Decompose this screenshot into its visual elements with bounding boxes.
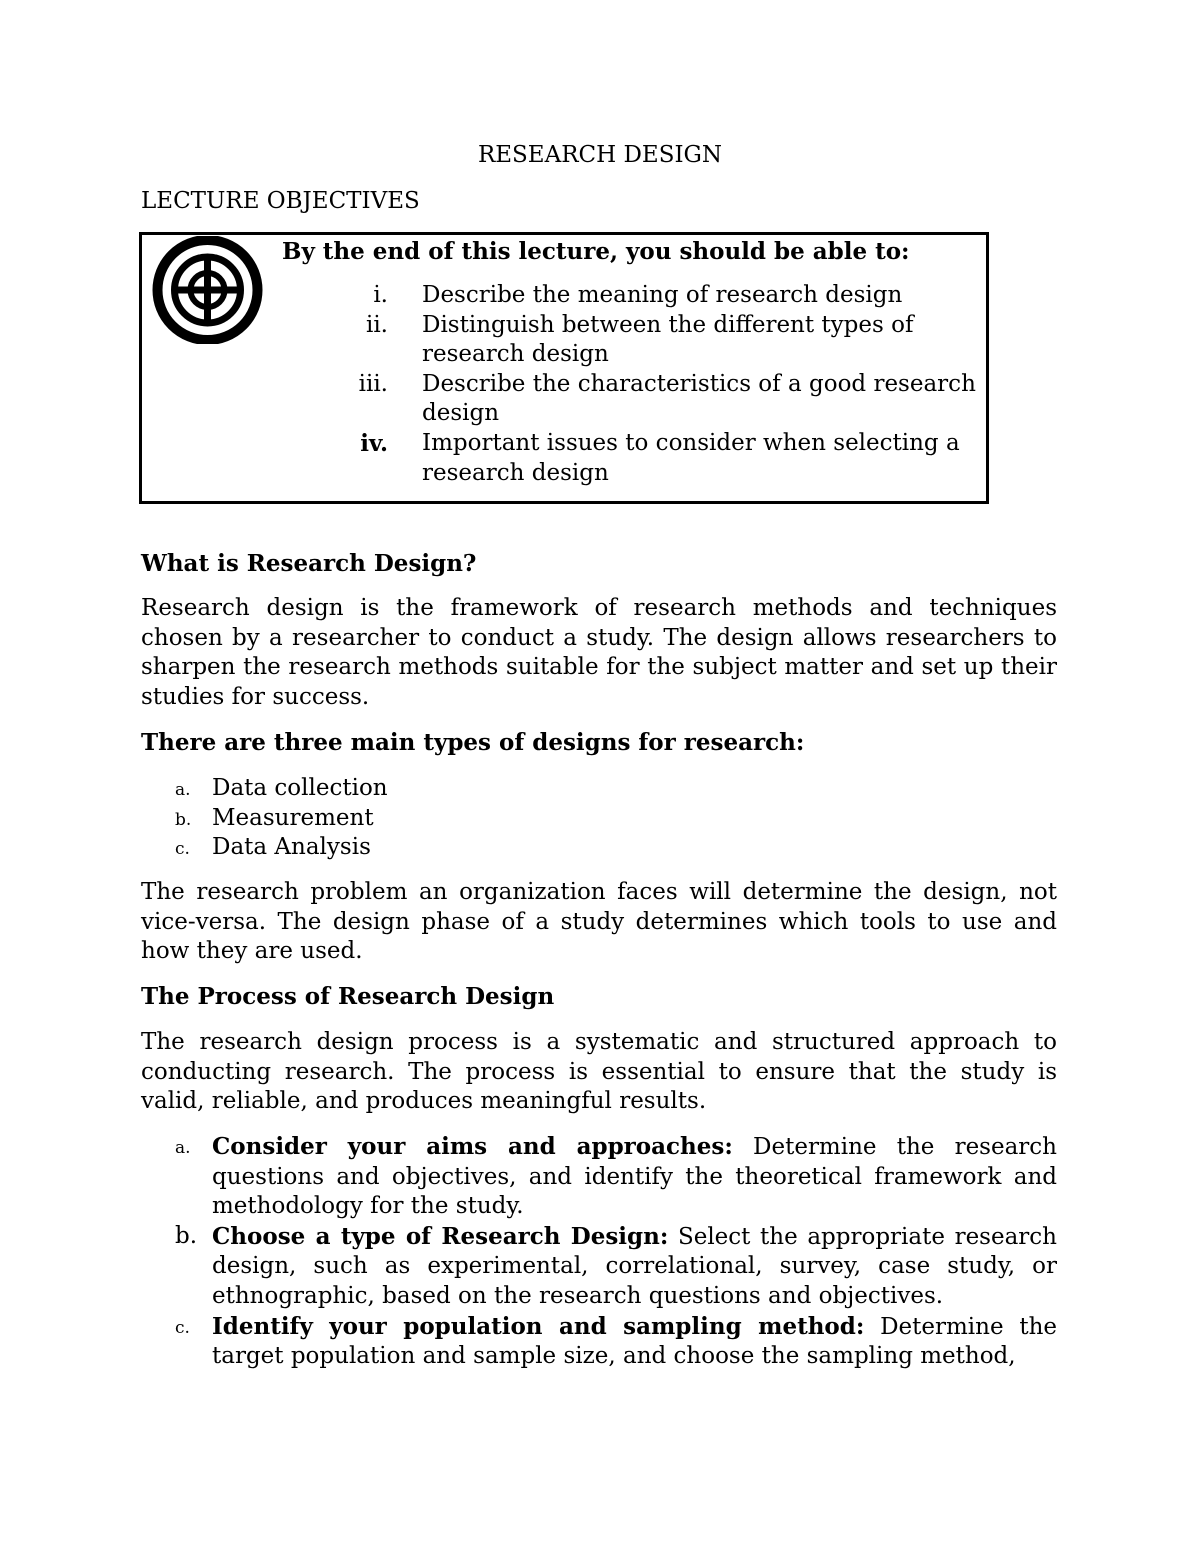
objective-item	[282, 370, 982, 429]
objective-number: iii.	[358, 370, 388, 397]
objective-number: ii.	[365, 311, 388, 338]
objective-item	[282, 429, 982, 488]
list-item	[141, 833, 1057, 863]
section-heading-what: What is Research Design?	[141, 550, 477, 577]
process-steps-list	[141, 1132, 1057, 1372]
target-icon	[152, 236, 263, 344]
step-label: Identify your population and sampling method:	[212, 1312, 865, 1340]
objective-item	[282, 281, 982, 311]
objective-number: iv.	[360, 429, 388, 457]
list-item-text: Measurement	[212, 804, 374, 831]
list-marker: a.	[175, 1138, 191, 1158]
objective-text: Important issues to consider when selecting a research design	[422, 429, 960, 486]
list-marker: b.	[175, 809, 192, 830]
paragraph-what: Research design is the framework of research methods and techniques chosen by a researcher to conduct a study. The design allows researchers to sharpen the research methods suitable for the subject matter and set up their studies for success.	[141, 595, 1057, 710]
step-label: Consider your aims and approaches:	[212, 1133, 733, 1160]
document-title: RESEARCH DESIGN	[477, 142, 723, 168]
section-heading-process: The Process of Research Design	[141, 983, 555, 1010]
process-step	[141, 1132, 1057, 1222]
list-marker: c.	[175, 1317, 190, 1338]
step-text: Select the appropriate research design, such as experimental, correlational, survey, case study, or ethnographic, based on the research questions and objectives.	[212, 1223, 1057, 1309]
list-item	[141, 774, 1057, 804]
objectives-list	[282, 281, 982, 488]
paragraph-types: The research problem an organization faces will determine the design, not vice-versa. The design phase of a study determines which tools to use and how they are used.	[141, 879, 1057, 965]
paragraph-process: The research design process is a systematic and structured approach to conducting research. The process is essential to ensure that the study is valid, reliable, and produces meaningful results.	[141, 1029, 1057, 1115]
step-text: Determine the research questions and objectives, and identify the theoretical framework and methodology for the study.	[212, 1134, 1057, 1220]
objective-text: Describe the characteristics of a good research design	[422, 370, 976, 427]
list-item	[141, 804, 1057, 834]
objectives-heading: LECTURE OBJECTIVES	[141, 188, 420, 214]
objectives-box	[139, 232, 989, 504]
process-step	[141, 1312, 1057, 1372]
list-marker: a.	[175, 780, 191, 800]
objective-number: i.	[373, 282, 388, 308]
list-item-text: Data collection	[212, 775, 388, 801]
process-step	[141, 1222, 1057, 1312]
list-marker: b.	[175, 1222, 198, 1249]
objective-text: Describe the meaning of research design	[422, 282, 903, 308]
section-heading-types: There are three main types of designs for research:	[141, 729, 805, 756]
list-marker: c.	[175, 839, 190, 860]
step-text: Determine the target population and sample size, and choose the sampling method,	[212, 1313, 1057, 1370]
list-item-text: Data Analysis	[212, 834, 371, 861]
objective-item	[282, 311, 982, 370]
step-label: Choose a type of Research Design:	[212, 1222, 669, 1250]
types-list	[141, 774, 1057, 863]
objectives-lead: By the end of this lecture, you should be able to:	[282, 238, 910, 265]
objective-text: Distinguish between the different types of research design	[422, 311, 914, 368]
